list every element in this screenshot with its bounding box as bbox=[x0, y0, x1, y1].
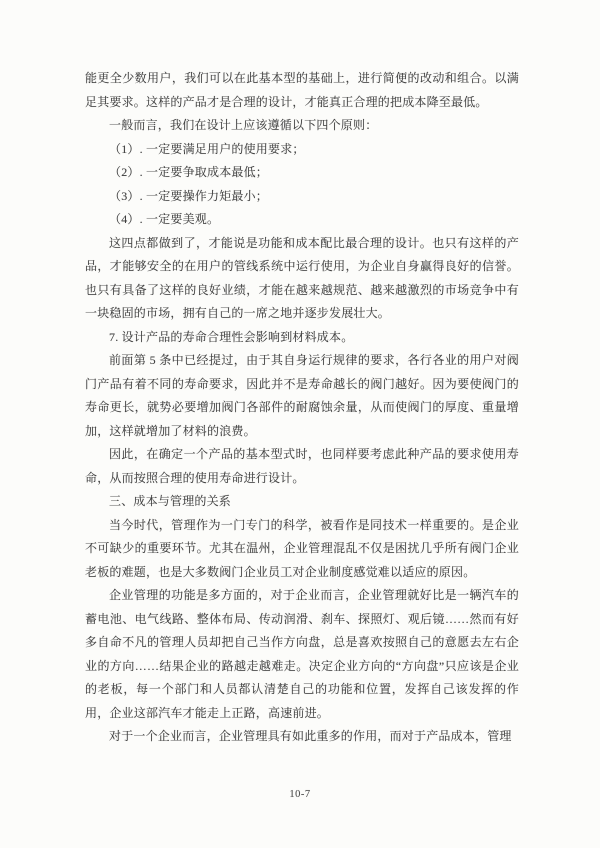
numbered-item-4: （4）. 一定要美观。 bbox=[109, 212, 220, 226]
paragraph: 前面第 5 条中已经提过，由于其自身运行规律的要求，各行各业的用户对阀门产品有着不同的寿命要求，因此并不是寿命越长的阀门越好。因为要使阀门的寿命更长，就势必要增加阀门各部件的耐腐蚀余量，从而使阀门的厚度、重量增加，这样就增加了材料的浪费。 bbox=[85, 353, 519, 438]
paragraph-continuation: 能更全少数用户，我们可以在此基本型的基础上，进行简便的改动和组合。以满足其要求。这样的产品才是合理的设计，才能真正合理的把成本降至最低。 bbox=[85, 71, 519, 109]
paragraph: 企业管理的功能是多方面的，对于企业而言，企业管理就好比是一辆汽车的蓄电池、电气线路、整体布局、传动润滑、刹车、探照灯、观后镜……然而有好多自命不凡的管理人员却把自己当作方向盘，总是喜欢按照自己的意愿去左右企业的方向……结果企业的路越走越难走。决定企业方向的“方向盘”只应该是企业的老板，每一个部门和人员都认清楚自己的功能和位置，发挥自己该发挥的作用，企业这部汽车才能走上正路，高速前进。 bbox=[85, 588, 519, 720]
page-number: 10-7 bbox=[289, 789, 311, 800]
section-heading: 三、成本与管理的关系 bbox=[109, 494, 232, 508]
paragraph: 这四点都做到了，才能说是功能和成本配比最合理的设计。也只有这样的产品，才能够安全的在用户的管线系统中运行使用，为企业自身赢得良好的信誉。也只有具备了这样的良好业绩，才能在越来越规范、越来越激烈的市场竞争中有一块稳固的市场，拥有自己的一席之地并逐步发展壮大。 bbox=[85, 235, 519, 320]
numbered-item-3: （3）. 一定要操作力矩最小； bbox=[109, 188, 269, 203]
page-footer bbox=[0, 784, 600, 802]
numbered-item-1: （1）. 一定要满足用户的使用要求； bbox=[109, 141, 305, 156]
numbered-item-2: （2）. 一定要争取成本最低； bbox=[109, 165, 269, 179]
item-heading-7: 7. 设计产品的寿命合理性会影响到材料成本。 bbox=[109, 329, 354, 344]
paragraph: 一般而言，我们在设计上应该遵循以下四个原则： bbox=[109, 118, 378, 132]
paragraph: 当今时代，管理作为一门专门的科学，被看作是同技术一样重要的。是企业不可缺少的重要环节。尤其在温州，企业管理混乱不仅是困扰几乎所有阀门企业老板的难题，也是大多数阀门企业员工对企业制度感觉难以适应的原因。 bbox=[85, 517, 519, 579]
paragraph: 对于一个企业而言，企业管理具有如此重多的作用，而对于产品成本，管理 bbox=[109, 729, 512, 743]
page-body bbox=[85, 67, 519, 749]
paragraph: 因此，在确定一个产品的基本型式时，也同样要考虑此种产品的要求使用寿命，从而按照合理的使用寿命进行设计。 bbox=[85, 447, 519, 485]
